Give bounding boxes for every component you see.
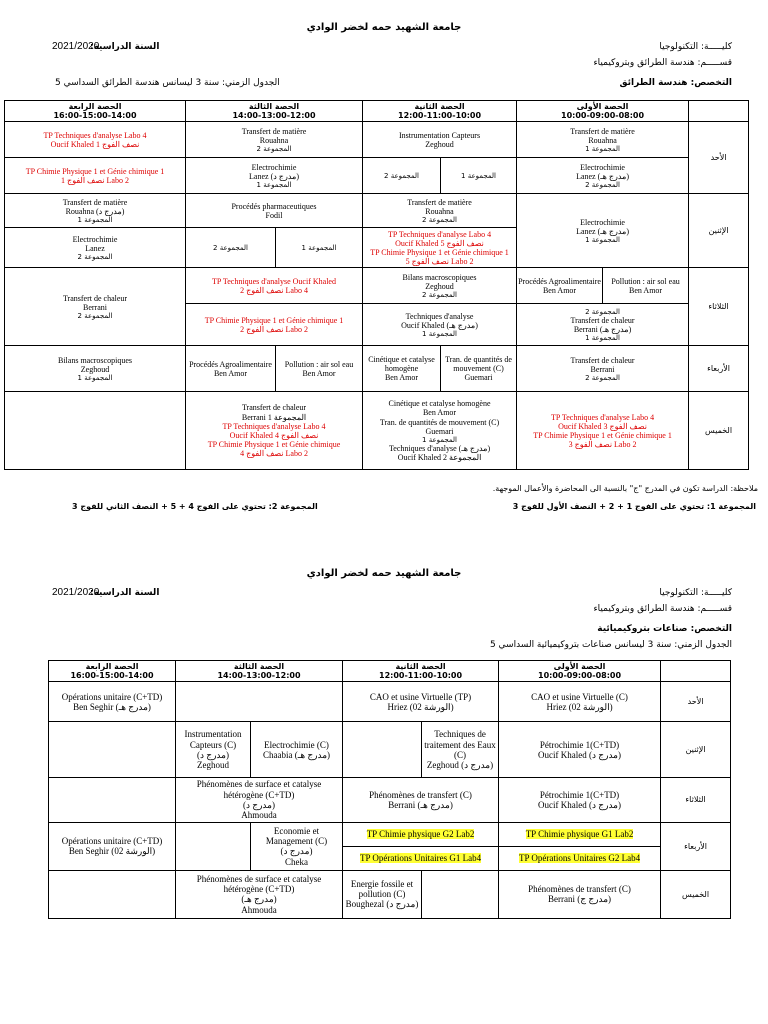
- cell-sun-s1b: Electrochimie Lanez (مدرج هـ) المجموعة 2: [517, 158, 689, 194]
- faculty-label: كليـــــة: التكنولوجيا: [659, 42, 732, 52]
- schedule-title: الجدول الزمني: سنة 3 ليسانس هندسة الطرائق السداسي 5: [55, 78, 280, 88]
- corner-cell-2: [661, 661, 731, 682]
- cell-tue-s4: Transfert de chaleur Berrani المجموعة 2: [5, 268, 186, 346]
- slot-header-row-2: [49, 661, 731, 682]
- p2-wed-s2b: TP Opérations Unitaires G1 Lab4: [343, 846, 499, 870]
- slot-header-row: [5, 101, 749, 122]
- p2-sun-s3: [176, 682, 343, 722]
- cell-tue-s2b: Techniques d'analyse Oucif Khaled (مدرج هـ) المجموعة 1: [363, 304, 517, 346]
- p2-mon-s4: [49, 722, 176, 778]
- faculty-label-2: كليـــــة: التكنولوجيا: [659, 588, 732, 598]
- p2-tue-s1: Pétrochimie 1(C+TD) Oucif Khaled (مدرج د): [499, 778, 661, 822]
- cell-tue-s1a: Procédés Agroalimentaire Ben Amor: [517, 268, 603, 304]
- cell-sun-s1a: Transfert de matière Rouahna المجموعة 1: [517, 122, 689, 158]
- p2-mon-s2a: [343, 722, 422, 778]
- cell-sun-s4b: TP Chimie Physique 1 et Génie chimique 1 نصف الفوج 1 Labo 2: [5, 158, 186, 194]
- cell-mon-s3b-b: المجموعة 1: [276, 228, 363, 268]
- day-thursday: الخميس: [689, 392, 749, 470]
- p2-day-monday: الإثنين: [661, 722, 731, 778]
- cell-wed-s4: Bilans macroscopiques Zeghoud المجموعة 1: [5, 346, 186, 392]
- day-monday: الإثنين: [689, 194, 749, 268]
- p2-sun-s1: CAO et usine Virtuelle (C) Hriez (الورشة 02): [499, 682, 661, 722]
- p2-day-sunday: الأحد: [661, 682, 731, 722]
- cell-sun-s3a: Transfert de matière Rouahna المجموعة 2: [186, 122, 363, 158]
- cell-tue-s3b: TP Chimie Physique 1 et Génie chimique 1 نصف الفوج 2 Labo 2: [186, 304, 363, 346]
- year-label: السنة الدراسية:: [90, 42, 160, 52]
- slot-4-header: الحصة الرابعة 16:00-15:00-14:00: [5, 101, 186, 122]
- cell-sun-s2b-b: المجموعة 1: [441, 158, 517, 194]
- cell-tue-s1c: المجموعة 2 Transfert de chaleur Berrani (مدرج هـ) المجموعة 1: [517, 304, 689, 346]
- slot-1-header-2: الحصة الأولى 10:00-09:00-08:00: [499, 661, 661, 682]
- cell-mon-s4a: Transfert de matière Rouahna (مدرج د) المجموعة 1: [5, 194, 186, 228]
- corner-cell: [689, 101, 749, 122]
- note-text: ملاحظة: الدراسة تكون في المدرج "ج" بالنسبة الى المحاضرة والأعمال الموجهة.: [492, 484, 758, 493]
- p2-sun-s2: CAO et usine Virtuelle (TP) Hriez (الورشة 02): [343, 682, 499, 722]
- p2-day-thursday: الخميس: [661, 870, 731, 918]
- schedule-title-2: الجدول الزمني: سنة 3 ليسانس صناعات بتروكيميائية السداسي 5: [489, 640, 732, 650]
- timetable-2: [48, 660, 731, 919]
- slot-2-header: الحصة الثانية 12:00-11:00-10:00: [363, 101, 517, 122]
- cell-mon-s3b-a: المجموعة 2: [186, 228, 276, 268]
- cell-thu-s1: TP Techniques d'analyse Labo 4 Oucif Khaled نصف الفوج 3 TP Chimie Physique 1 et Génie chimique 1 نصف الفوج 3 Labo 2: [517, 392, 689, 470]
- p2-wed-s2a: TP Chimie physique G2 Lab2: [343, 822, 499, 846]
- p2-wed-s1a: TP Chimie physique G1 Lab2: [499, 822, 661, 846]
- academic-year-2: 2021/2020: [52, 587, 100, 598]
- department-label: قســـــم: هندسة الطرائق وبتروكيمياء: [593, 58, 732, 68]
- p2-mon-s2b: Techniques de traitement des Eaux (C) Zeghoud (مدرج د): [422, 722, 499, 778]
- cell-wed-s3b: Pollution : air sol eau Ben Amor: [276, 346, 363, 392]
- cell-sun-s3b: Electrochimie Lanez (مدرج د) المجموعة 1: [186, 158, 363, 194]
- p2-wed-s4: Opérations unitaire (C+TD) Ben Seghir (الورشة 02): [49, 822, 176, 870]
- p2-mon-s3a: Instrumentation Capteurs (C) (مدرج د) Zeghoud: [176, 722, 251, 778]
- cell-wed-s1: Transfert de chaleur Berrani المجموعة 2: [517, 346, 689, 392]
- p2-thu-s3: Phénomènes de surface et catalyse hétérogène (C+TD) (مدرج هـ) Ahmouda: [176, 870, 343, 918]
- p2-thu-s4: [49, 870, 176, 918]
- day-tuesday: الثلاثاء: [689, 268, 749, 346]
- specialty-label: التخصص: هندسة الطرائق: [619, 78, 732, 88]
- slot-3-header-2: الحصة الثالثة 14:00-13:00-12:00: [176, 661, 343, 682]
- cell-thu-s2: Cinétique et catalyse homogène Ben Amor Tran. de quantités de mouvement (C) Guemari المجموعة 1 Techniques d'analyse (مدرج هـ) Oucif Khaled المجموعة 2: [363, 392, 517, 470]
- day-wednesday: الأربعاء: [689, 346, 749, 392]
- p2-day-wednesday: الأربعاء: [661, 822, 731, 870]
- cell-mon-s2a: Transfert de matière Rouahna المجموعة 2: [363, 194, 517, 228]
- cell-sun-s4a: TP Techniques d'analyse Labo 4 Oucif Khaled نصف الفوج 1: [5, 122, 186, 158]
- group1-text: المجموعة 1: تحتوي على الفوج 1 + 2 + النصف الأول للفوج 3: [512, 502, 756, 511]
- slot-1-header: الحصة الأولى 10:00-09:00-08:00: [517, 101, 689, 122]
- p2-wed-s3a: [176, 822, 251, 870]
- cell-thu-empty: [5, 392, 186, 470]
- cell-wed-s2a: Cinétique et catalyse homogène Ben Amor: [363, 346, 441, 392]
- cell-sun-s2b-a: المجموعة 2: [363, 158, 441, 194]
- p2-tue-s3: Phénomènes de surface et catalyse hétérogène (C+TD) (مدرج د) Ahmouda: [176, 778, 343, 822]
- specialty-label-2: التخصص: صناعات بتروكيميائية: [597, 624, 732, 634]
- p2-thu-s1: Phénomènes de transfert (C) Berrani (مدرج ج): [499, 870, 661, 918]
- cell-mon-s1: Electrochimie Lanez (مدرج هـ) المجموعة 1: [517, 194, 689, 268]
- p2-mon-s1: Pétrochimie 1(C+TD) Oucif Khaled (مدرج د): [499, 722, 661, 778]
- academic-year: 2021/2020: [52, 41, 100, 52]
- slot-4-header-2: الحصة الرابعة 16:00-15:00-14:00: [49, 661, 176, 682]
- p2-day-tuesday: الثلاثاء: [661, 778, 731, 822]
- cell-tue-s2a: Bilans macroscopiques Zeghoud المجموعة 2: [363, 268, 517, 304]
- cell-mon-s2b: TP Techniques d'analyse Labo 4 Oucif Khaled نصف الفوج 5 TP Chimie Physique 1 et Génie chimique 1 نصف الفوج 5 Labo 2: [363, 228, 517, 268]
- cell-tue-s3a: TP Techniques d'analyse Oucif Khaled نصف الفوج 2 Labo 4: [186, 268, 363, 304]
- university-title-2: جامعة الشهيد حمه لخضر الوادي: [306, 568, 462, 579]
- department-label-2: قســـــم: هندسة الطرائق وبتروكيمياء: [593, 604, 732, 614]
- university-title: جامعة الشهيد حمه لخضر الوادي: [306, 22, 462, 33]
- p2-thu-s2a: Energie fossile et pollution (C) Boughezal (مدرج د): [343, 870, 422, 918]
- p2-wed-s1b: TP Opérations Unitaires G2 Lab4: [499, 846, 661, 870]
- group2-text: المجموعة 2: تحتوي على الفوج 4 + 5 + النصف الثاني للفوج 3: [72, 502, 318, 511]
- cell-mon-s4b: Electrochimie Lanez المجموعة 2: [5, 228, 186, 268]
- day-sunday: الأحد: [689, 122, 749, 194]
- cell-mon-s3a: Procédés pharmaceutiques Fodil: [186, 194, 363, 228]
- timetable: [4, 100, 749, 470]
- cell-wed-s2b: Tran. de quantités de mouvement (C) Guemari: [441, 346, 517, 392]
- slot-2-header-2: الحصة الثانية 12:00-11:00-10:00: [343, 661, 499, 682]
- cell-sun-s2a: Instrumentation Capteurs Zeghoud: [363, 122, 517, 158]
- slot-3-header: الحصة الثالثة 14:00-13:00-12:00: [186, 101, 363, 122]
- p2-sun-s4: Opérations unitaire (C+TD) Ben Seghir (مدرج هـ): [49, 682, 176, 722]
- cell-wed-s3a: Procédés Agroalimentaire Ben Amor: [186, 346, 276, 392]
- cell-thu-s3: Transfert de chaleur Berrani المجموعة 1 TP Techniques d'analyse Labo 4 Oucif Khaled نصف الفوج 4 TP Chimie Physique 1 et Génie chimique نصف الفوج 4 Labo 2: [186, 392, 363, 470]
- cell-tue-s1b: Pollution : air sol eau Ben Amor: [603, 268, 689, 304]
- year-label-2: السنة الدراسية:: [90, 588, 160, 598]
- p2-mon-s3b: Electrochimie (C) Chaabia (مدرج هـ): [251, 722, 343, 778]
- p2-tue-s2: Phénomènes de transfert (C) Berrani (مدرج هـ): [343, 778, 499, 822]
- p2-wed-s3b: Economie et Management (C) (مدرج د) Cheka: [251, 822, 343, 870]
- p2-thu-s2b: [422, 870, 499, 918]
- p2-tue-s4: [49, 778, 176, 822]
